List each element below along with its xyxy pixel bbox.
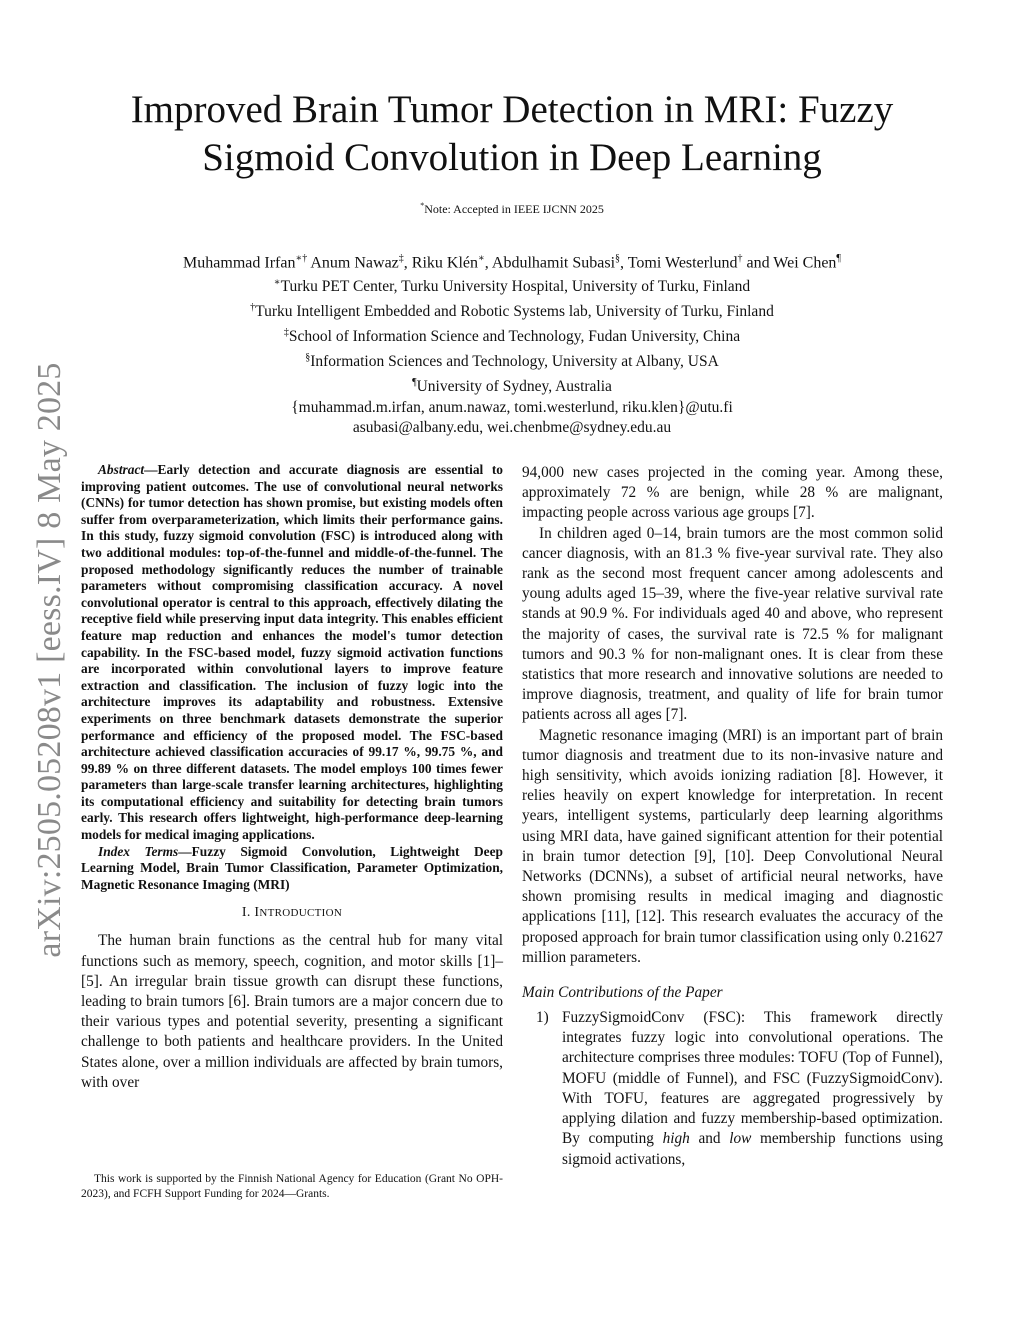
author-list [60, 248, 964, 273]
affiliation-mark: ∗ [273, 277, 281, 289]
note-mark: * [420, 201, 425, 210]
acceptance-note [0, 201, 1024, 217]
contribution-emphasis: high [662, 1130, 690, 1148]
contribution-text: FuzzySigmoidConv (FSC): This framework directly integrates fuzzy logic into convolutional operations. The architecture comprises three modules: TOFU (Top of Funnel), MOFU (middle of Funnel), and FSC (FuzzySigmoidConv). With TOFU, features are aggregated progressively by applying dilation and fuzzy membership-based optimization. By computing [562, 1009, 943, 1148]
arxiv-identifier [30, 350, 70, 970]
affiliation-text: School of Information Science and Technology, Fudan University, China [288, 328, 741, 346]
index-terms-lead: Index Terms [98, 843, 179, 859]
author-name: and Wei Chen [742, 254, 837, 272]
author-name: , Abdulhamit Subasi [484, 254, 616, 272]
affiliation-text: Information Sciences and Technology, University at Albany, USA [310, 353, 719, 371]
subsection-title: Main Contributions of the Paper [522, 984, 723, 1002]
author-mark: ∗† [295, 253, 308, 264]
section-heading-introduction [81, 905, 503, 921]
affiliation-mark: ¶ [412, 376, 417, 388]
affiliation-mark: ‡ [283, 327, 289, 339]
abstract-text: —Early detection and accurate diagnosis are essential to improving patient outcomes. The use of convolutional neural networks (CNNs) for tumor detection has shown promise, but existing models often suffer from overparameterization, which limits their performance gains. In this study, fuzzy sigmoid convolution (FSC) is introduced along with two additional modules: top-of-the-funnel and middle-of-the-funnel. The proposed methodology significantly reduces the number of trainable parameters without compromising classification accuracy. A novel convolutional operator is central to this approach, effectively dilating the receptive field while preserving input data integrity. This enables efficient feature map reduction and enhances the model's tumor detection capability. In the FSC-based model, fuzzy sigmoid activation functions are incorporated within convolutional layers to improve feature extraction and classification. The inclusion of fuzzy logic into the architecture improves its adaptability and robustness. Extensive experiments on three benchmark datasets demonstrate the superior performance and efficiency of the proposed model. The FSC-based architecture achieved classification accuracies of 99.17 %, 99.75 %, and 99.89 % on three different datasets. The model employs 100 times fewer parameters than large-scale transfer learning architectures, highlighting its computational efficiency and suitability for detecting brain tumors early. This research offers lightweight, high-performance deep-learning models for medical imaging applications. [81, 462, 503, 843]
author-name: Anum Nawaz [307, 254, 399, 272]
email-line: asubasi@albany.edu, wei.chenbme@sydney.edu.au [352, 419, 672, 437]
affiliation [60, 323, 964, 348]
affiliation-mark: § [305, 351, 311, 363]
affiliation-text: Turku Intelligent Embedded and Robotic Systems lab, University of Turku, Finland [255, 303, 774, 321]
affiliation [60, 298, 964, 323]
author-name: , Tomi Westerlund [620, 254, 738, 272]
author-mark: † [737, 253, 743, 264]
affiliation [60, 348, 964, 373]
affiliation [60, 273, 964, 298]
author-mark: § [615, 253, 621, 264]
abstract-lead: Abstract [98, 462, 145, 477]
affiliation-mark: † [250, 302, 256, 314]
section-title: NTRODUCTION [259, 907, 343, 920]
email-line: {muhammad.m.irfan, anum.nawaz, tomi.westerlund, riku.klen}@utu.fi [291, 398, 733, 416]
funding-footnote: This work is supported by the Finnish National Agency for Education (Grant No OPH-2023), and FCFH Support Funding for 2024—Grants. [81, 1173, 503, 1200]
title-line: Improved Brain Tumor Detection in MRI: Fuzzy [130, 88, 894, 131]
author-mark: ¶ [836, 253, 841, 264]
author-name: Muhammad Irfan [183, 254, 296, 272]
left-column [81, 462, 503, 1093]
section-number: I. I [241, 905, 260, 921]
author-block [60, 248, 964, 439]
author-mark: ‡ [398, 253, 404, 264]
index-terms-text: —Fuzzy Sigmoid Convolution, Lightweight Deep Learning Model, Brain Tumor Classification, Parameter Optimization, Magnetic Resonance Imaging (MRI) [81, 843, 503, 892]
right-column [522, 463, 943, 1170]
intro-paragraph: The human brain functions as the central hub for many vital functions such as memory, speech, cognition, and motor skills [1]–[5]. An irregular brain tissue growth can disrupt these functions, leading to brain tumors [6]. Brain tumors are a major concern due to their various types and potential severity, presenting a significant challenge to both patients and healthcare providers. In the United States alone, over a million individuals are affected by brain tumors, with over [81, 932, 503, 1091]
contribution-text: membership functions using sigmoid activations, [562, 1130, 943, 1168]
arxiv-identifier-text: arXiv:2505.05208v1 [eess.IV] 8 May 2025 [31, 362, 68, 958]
contribution-text: and [689, 1130, 730, 1148]
contribution-item [522, 1008, 943, 1170]
abstract [81, 462, 503, 844]
contribution-emphasis: low [729, 1130, 752, 1148]
author-mark: ∗ [478, 253, 485, 264]
list-number: 1) [536, 1009, 549, 1027]
note-text: Note: Accepted in IEEE IJCNN 2025 [424, 202, 604, 216]
paper-title [80, 86, 944, 182]
body-paragraph: 94,000 new cases projected in the coming year. Among these, approximately 72 % are benign, while 28 % are malignant, impacting people across various age groups [7]. [522, 464, 943, 522]
author-name: , Riku Klén [403, 254, 478, 272]
affiliation-text: Turku PET Center, Turku University Hospital, University of Turku, Finland [280, 278, 751, 296]
title-line: Sigmoid Convolution in Deep Learning [202, 136, 822, 179]
body-paragraph: In children aged 0–14, brain tumors are the most common solid cancer diagnosis, with an 81.3 % five-year survival rate. They also rank as the second most frequent cancer among adolescents and young adults aged 15–39, where the five-year relative survival rate stands at 90.9 %. For individuals aged 40 and above, who represent the majority of cases, the survival rate is 72.5 % for malignant tumors and 90.3 % for non-malignant ones. It is clear from these statistics that more research and innovative solutions are needed to improve diagnosis, treatment, and quality of life for brain tumor patients across all ages [7]. [522, 524, 943, 724]
affiliation-text: University of Sydney, Australia [416, 377, 612, 395]
affiliation [60, 373, 964, 398]
index-terms [81, 844, 503, 894]
body-paragraph: Magnetic resonance imaging (MRI) is an important part of brain tumor diagnosis and treatment due to its non-invasive nature and high sensitivity, which avoids ionizing radiation [8]. However, it relies heavily on expert knowledge for interpretation. In recent years, intelligent systems, particularly deep learning algorithms using MRI data, have gained significant attention for their potential in brain tumor detection [9], [10]. Deep Convolutional Neural Networks (DCNNs), a subset of artificial neural networks, have shown promising results in medical imaging and diagnostic applications [11], [12]. This research evaluates the accuracy of the proposed approach for brain tumor classification using only 0.21627 million parameters. [522, 726, 943, 966]
